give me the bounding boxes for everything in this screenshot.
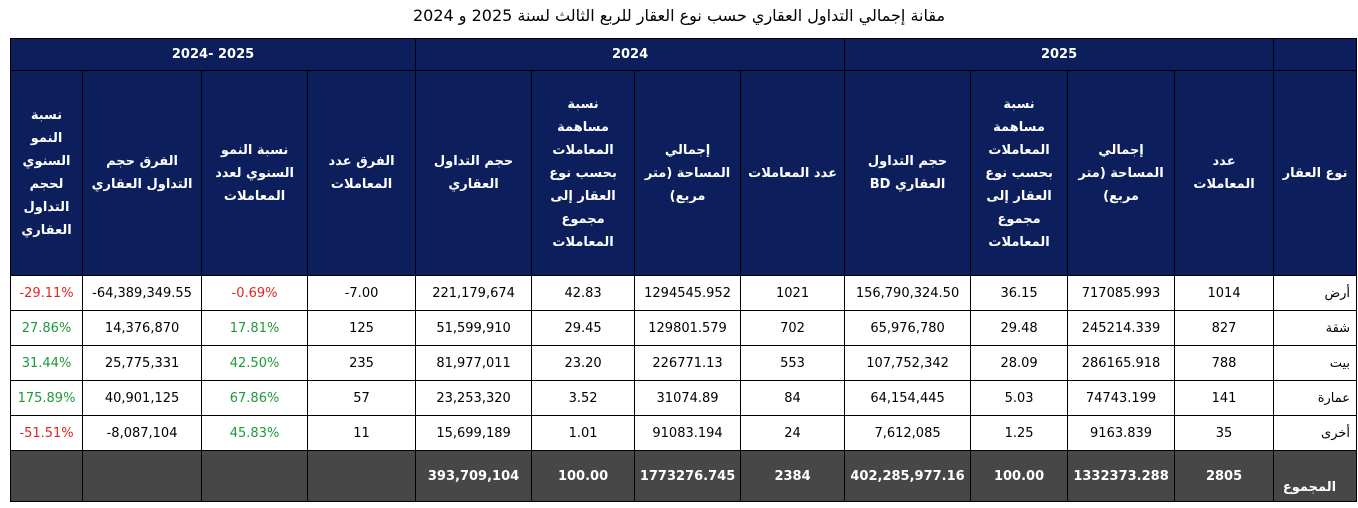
cell-2024-count: 702 <box>741 311 845 346</box>
cell-type: بيت <box>1274 346 1357 381</box>
total-2024-count: 2384 <box>741 451 845 502</box>
cell-2024-share: 1.01 <box>532 416 635 451</box>
col-header-2025-area: إجمالي المساحة (متر مربع) <box>1068 71 1175 276</box>
cell-type: شقة <box>1274 311 1357 346</box>
total-growth-volume <box>11 451 83 502</box>
cell-2024-count: 1021 <box>741 276 845 311</box>
col-header-2024-share: نسبة مساهمة المعاملات بحسب نوع العقار إلى مجموع المعاملات <box>532 71 635 276</box>
cell-2025-volume: 7,612,085 <box>845 416 971 451</box>
cell-type: أخرى <box>1274 416 1357 451</box>
cell-diff-volume: -8,087,104 <box>83 416 202 451</box>
group-header-row <box>11 39 1357 71</box>
cell-diff-volume: -64,389,349.55 <box>83 276 202 311</box>
cell-2025-volume: 65,976,780 <box>845 311 971 346</box>
cell-growth-volume: 175.89% <box>11 381 83 416</box>
cell-2024-share: 23.20 <box>532 346 635 381</box>
cell-growth-count: 17.81% <box>202 311 308 346</box>
cell-2025-volume: 107,752,342 <box>845 346 971 381</box>
cell-2024-volume: 81,977,011 <box>416 346 532 381</box>
col-header-2024-volume: حجم التداول العقاري <box>416 71 532 276</box>
col-header-growth-count: نسبة النمو السنوي لعدد المعاملات <box>202 71 308 276</box>
cell-2024-area: 226771.13 <box>635 346 741 381</box>
col-header-2025-share: نسبة مساهمة المعاملات بحسب نوع العقار إلى مجموع المعاملات <box>971 71 1068 276</box>
group-header-blank <box>1274 39 1357 71</box>
col-header-growth-volume: نسبة النمو السنوي لحجم التداول العقاري <box>11 71 83 276</box>
col-header-type: نوع العقار <box>1274 71 1357 276</box>
total-2024-volume: 393,709,104 <box>416 451 532 502</box>
total-2025-area: 1332373.288 <box>1068 451 1175 502</box>
total-diff-volume <box>83 451 202 502</box>
group-header-diff: 2025 -2024 <box>11 39 416 71</box>
cell-2025-area: 286165.918 <box>1068 346 1175 381</box>
cell-2024-count: 553 <box>741 346 845 381</box>
total-growth-count <box>202 451 308 502</box>
cell-diff-volume: 25,775,331 <box>83 346 202 381</box>
cell-2025-count: 1014 <box>1175 276 1274 311</box>
cell-diff-count: 11 <box>308 416 416 451</box>
col-header-diff-volume: الفرق حجم التداول العقاري <box>83 71 202 276</box>
cell-2025-volume: 156,790,324.50 <box>845 276 971 311</box>
cell-diff-count: 125 <box>308 311 416 346</box>
cell-growth-volume: 27.86% <box>11 311 83 346</box>
cell-2024-volume: 15,699,189 <box>416 416 532 451</box>
cell-2025-count: 827 <box>1175 311 1274 346</box>
cell-2024-count: 84 <box>741 381 845 416</box>
col-header-2025-volume: حجم التداول العقاري BD <box>845 71 971 276</box>
cell-diff-volume: 14,376,870 <box>83 311 202 346</box>
cell-2024-volume: 221,179,674 <box>416 276 532 311</box>
total-2025-count: 2805 <box>1175 451 1274 502</box>
cell-2025-count: 788 <box>1175 346 1274 381</box>
cell-diff-count: 57 <box>308 381 416 416</box>
table-row <box>11 381 1357 416</box>
cell-2025-share: 28.09 <box>971 346 1068 381</box>
total-2024-area: 1773276.745 <box>635 451 741 502</box>
cell-2025-share: 29.48 <box>971 311 1068 346</box>
cell-2024-share: 3.52 <box>532 381 635 416</box>
total-diff-count <box>308 451 416 502</box>
cell-2024-share: 29.45 <box>532 311 635 346</box>
table-row <box>11 276 1357 311</box>
cell-diff-count: 235 <box>308 346 416 381</box>
cell-2025-share: 1.25 <box>971 416 1068 451</box>
total-2025-volume: 402,285,977.16 <box>845 451 971 502</box>
total-row <box>11 451 1357 502</box>
cell-2024-area: 91083.194 <box>635 416 741 451</box>
cell-2024-volume: 51,599,910 <box>416 311 532 346</box>
cell-2024-volume: 23,253,320 <box>416 381 532 416</box>
group-header-2025: 2025 <box>845 39 1274 71</box>
cell-2025-area: 9163.839 <box>1068 416 1175 451</box>
total-2024-share: 100.00 <box>532 451 635 502</box>
real-estate-table <box>10 38 1357 502</box>
cell-2024-area: 1294545.952 <box>635 276 741 311</box>
cell-diff-count: -7.00 <box>308 276 416 311</box>
cell-type: أرض <box>1274 276 1357 311</box>
cell-growth-count: 45.83% <box>202 416 308 451</box>
col-header-2024-count: عدد المعاملات <box>741 71 845 276</box>
total-label: المجموع <box>1274 451 1357 502</box>
col-header-2024-area: إجمالي المساحة (متر مربع) <box>635 71 741 276</box>
cell-2025-share: 5.03 <box>971 381 1068 416</box>
cell-2025-share: 36.15 <box>971 276 1068 311</box>
cell-2024-count: 24 <box>741 416 845 451</box>
col-header-2025-count: عدد المعاملات <box>1175 71 1274 276</box>
total-2025-share: 100.00 <box>971 451 1068 502</box>
cell-growth-volume: -29.11% <box>11 276 83 311</box>
table-row <box>11 311 1357 346</box>
cell-growth-volume: 31.44% <box>11 346 83 381</box>
column-header-row <box>11 71 1357 276</box>
cell-2025-area: 245214.339 <box>1068 311 1175 346</box>
cell-growth-count: 42.50% <box>202 346 308 381</box>
table-row <box>11 346 1357 381</box>
cell-2024-area: 31074.89 <box>635 381 741 416</box>
col-header-diff-count: الفرق عدد المعاملات <box>308 71 416 276</box>
table-row <box>11 416 1357 451</box>
cell-growth-count: 67.86% <box>202 381 308 416</box>
cell-type: عمارة <box>1274 381 1357 416</box>
cell-2025-count: 35 <box>1175 416 1274 451</box>
cell-2025-area: 74743.199 <box>1068 381 1175 416</box>
cell-2024-area: 129801.579 <box>635 311 741 346</box>
cell-diff-volume: 40,901,125 <box>83 381 202 416</box>
page-title: مقانة إجمالي التداول العقاري حسب نوع العقار للربع الثالث لسنة 2025 و 2024 <box>412 6 946 25</box>
group-header-2024: 2024 <box>416 39 845 71</box>
cell-2024-share: 42.83 <box>532 276 635 311</box>
cell-growth-volume: -51.51% <box>11 416 83 451</box>
cell-2025-area: 717085.993 <box>1068 276 1175 311</box>
cell-2025-count: 141 <box>1175 381 1274 416</box>
cell-2025-volume: 64,154,445 <box>845 381 971 416</box>
cell-growth-count: -0.69% <box>202 276 308 311</box>
